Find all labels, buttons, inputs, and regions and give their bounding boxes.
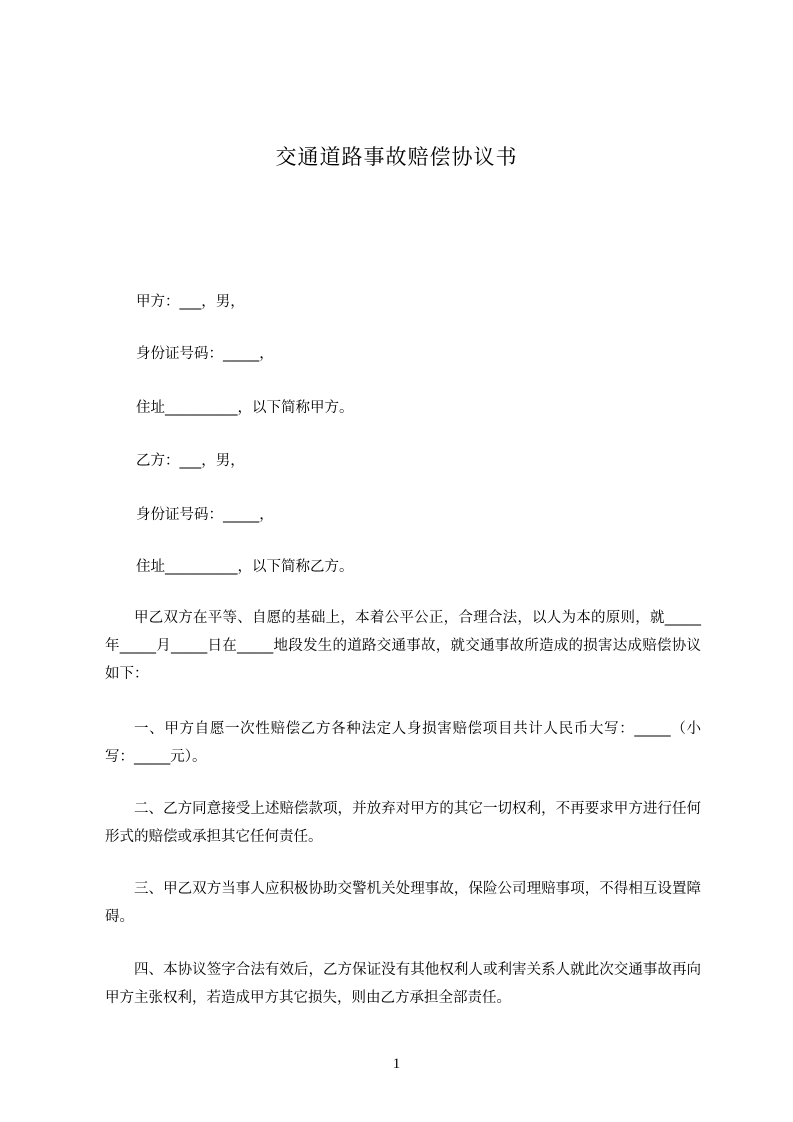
clause-4: 四、本协议签字合法有效后，乙方保证没有其他权利人或利害关系人就此次交通事故再向甲方主张权利，若造成甲方其它损失，则由乙方承担全部责任。 <box>105 962 701 1006</box>
party-b-name-line: 乙方：___，男， <box>136 453 245 469</box>
clause-3: 三、甲乙双方当事人应积极协助交警机关处理事故，保险公司理赔事项，不得相互设置障碍。 <box>105 881 701 925</box>
clause-2: 二、乙方同意接受上述赔偿款项，并放弃对甲方的其它一切权利，不再要求甲方进行任何形式的赔偿或承担其它任何责任。 <box>105 801 701 845</box>
party-a-name-line: 甲方：___，男， <box>136 294 245 310</box>
party-a-id-line: 身份证号码：_____， <box>136 346 274 362</box>
document-title: 交通道路事故赔偿协议书 <box>275 145 518 169</box>
party-a-address-line: 住址__________，以下简称甲方。 <box>136 400 354 416</box>
party-b-address-line: 住址__________，以下简称乙方。 <box>136 559 354 575</box>
party-b-id-line: 身份证号码：_____， <box>136 507 274 523</box>
page-number: 1 <box>392 1056 401 1072</box>
intro-paragraph: 甲乙双方在平等、自愿的基础上，本着公平公正，合理合法，以人为本的原则，就_____年_____月_____日在_____地段发生的道路交通事故，就交通事故所造成的损害达成赔偿协议如下： <box>105 610 701 682</box>
clause-1: 一、甲方自愿一次性赔偿乙方各种法定人身损害赔偿项目共计人民币大写：_____（小写：_____元）。 <box>105 721 701 765</box>
